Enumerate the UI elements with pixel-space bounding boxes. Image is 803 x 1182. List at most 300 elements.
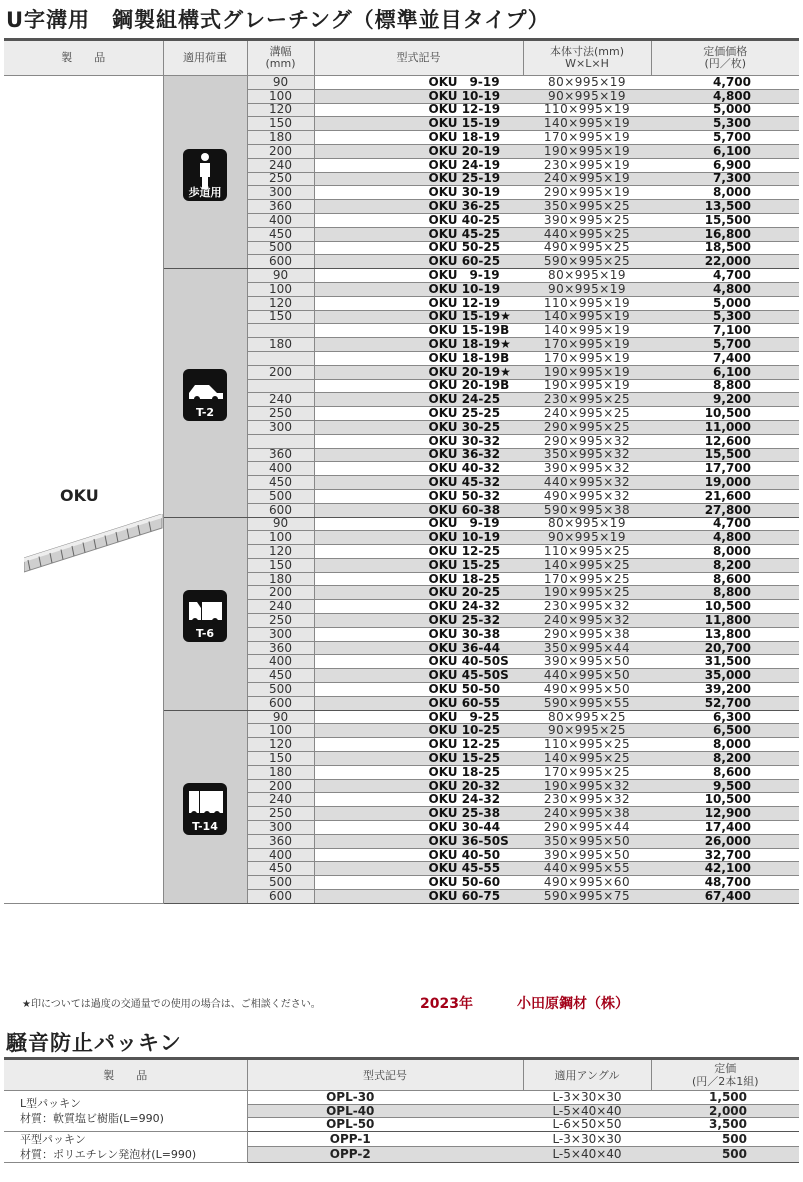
dims-cell: 490×995×25 [523,241,651,255]
dims-cell: 80×995×25 [523,710,651,724]
dims-cell: 240×995×19 [523,172,651,186]
dims-cell: 140×995×25 [523,752,651,766]
dims-cell: 170×995×19 [523,338,651,352]
packing-model: OPL-30 [247,1091,523,1105]
price-cell: 26,000 [651,834,799,848]
width-cell: 90 [247,269,314,283]
packing-header-price [651,1060,799,1091]
table-header [4,41,799,76]
price-cell: 15,500 [651,448,799,462]
price-cell: 9,200 [651,393,799,407]
model-cell: OKU 60-38 [314,503,523,517]
price-table [4,41,799,904]
packing-angle: L-3×30×30 [523,1091,651,1105]
model-cell: OKU 30-19 [314,186,523,200]
packing-model: OPL-50 [247,1118,523,1132]
price-cell: 6,900 [651,158,799,172]
dims-cell: 240×995×38 [523,807,651,821]
width-cell: 450 [247,227,314,241]
price-cell: 16,800 [651,227,799,241]
price-cell: 27,800 [651,503,799,517]
dims-cell: 190×995×25 [523,586,651,600]
width-cell: 200 [247,586,314,600]
dims-cell: 350×995×25 [523,200,651,214]
grating-image [24,514,163,590]
load-cell [163,269,247,517]
width-cell [247,434,314,448]
model-cell: OKU 36-32 [314,448,523,462]
width-cell: 500 [247,489,314,503]
packing-name: L型パッキン [20,1096,82,1110]
model-cell: OKU 40-32 [314,462,523,476]
width-cell: 90 [247,517,314,531]
price-cell: 6,100 [651,365,799,379]
width-cell: 100 [247,724,314,738]
dims-cell: 350×995×50 [523,834,651,848]
model-cell: OKU 10-25 [314,724,523,738]
dims-cell: 140×995×19 [523,117,651,131]
dims-cell: 290×995×38 [523,627,651,641]
dims-cell: 490×995×32 [523,489,651,503]
price-cell: 17,700 [651,462,799,476]
model-cell: OKU 50-60 [314,876,523,890]
price-cell: 52,700 [651,696,799,710]
packing-desc [4,1131,247,1162]
company-year: 2023年 [420,996,473,1012]
packing-price: 1,500 [651,1091,799,1105]
header-width-unit: (mm) [265,57,296,70]
model-cell: OKU 15-19★ [314,310,523,324]
model-cell: OKU 45-50S [314,669,523,683]
width-cell: 400 [247,655,314,669]
price-cell: 7,300 [651,172,799,186]
packing-angle: L-5×40×40 [523,1147,651,1163]
dims-cell: 440×995×55 [523,862,651,876]
page-title: U字溝用 鋼製組構式グレーチング（標準並目タイプ） [6,8,550,32]
width-cell: 150 [247,752,314,766]
header-price-label: 定価価格 [703,45,748,58]
width-cell: 120 [247,738,314,752]
model-cell: OKU 60-75 [314,890,523,904]
price-cell: 4,800 [651,531,799,545]
width-cell: 90 [247,76,314,90]
width-cell [247,324,314,338]
header-price-unit: (円／枚) [704,57,747,70]
dims-cell: 80×995×19 [523,76,651,90]
dims-cell: 190×995×19 [523,379,651,393]
width-cell [247,351,314,365]
width-cell: 500 [247,683,314,697]
width-cell: 150 [247,310,314,324]
dims-cell: 390×995×32 [523,462,651,476]
header-width-label: 溝幅 [269,45,292,58]
packing-table [4,1060,799,1163]
width-cell: 200 [247,779,314,793]
price-cell: 13,800 [651,627,799,641]
model-cell: OKU 40-25 [314,213,523,227]
packing-price: 500 [651,1147,799,1163]
price-cell: 31,500 [651,655,799,669]
model-cell: OKU 50-50 [314,683,523,697]
model-cell: OKU 20-19 [314,144,523,158]
width-cell: 250 [247,614,314,628]
price-cell: 6,100 [651,144,799,158]
header-width [247,41,314,76]
price-cell: 42,100 [651,862,799,876]
packing-model: OPP-1 [247,1131,523,1147]
header-dims-label: 本体寸法(mm) [549,45,624,58]
width-cell: 500 [247,876,314,890]
width-cell: 450 [247,476,314,490]
price-cell: 8,000 [651,186,799,200]
width-cell: 360 [247,834,314,848]
dims-cell: 140×995×25 [523,558,651,572]
price-cell: 10,500 [651,600,799,614]
header-model: 型式記号 [314,41,523,76]
header-dims-sub: W×L×H [565,57,609,70]
model-cell: OKU 60-55 [314,696,523,710]
width-cell: 90 [247,710,314,724]
dims-cell: 90×995×25 [523,724,651,738]
width-cell: 180 [247,131,314,145]
width-cell: 180 [247,765,314,779]
price-cell: 21,600 [651,489,799,503]
model-cell: OKU 24-32 [314,793,523,807]
model-cell: OKU 25-19 [314,172,523,186]
width-cell [247,379,314,393]
dims-cell: 230×995×25 [523,393,651,407]
model-cell: OKU 9-25 [314,710,523,724]
width-cell: 300 [247,420,314,434]
width-cell: 100 [247,531,314,545]
packing-row [4,1131,799,1147]
footnote: ★印については過度の交通量での使用の場合は、ご相談ください。 [22,999,321,1010]
model-cell: OKU 24-32 [314,600,523,614]
packing-material: 材質：ポリエチレン発泡材(L=990) [20,1147,197,1161]
model-cell: OKU 12-19 [314,296,523,310]
width-cell: 150 [247,117,314,131]
dims-cell: 170×995×19 [523,351,651,365]
model-cell: OKU 40-50S [314,655,523,669]
width-cell: 600 [247,255,314,269]
width-cell: 500 [247,241,314,255]
price-cell: 15,500 [651,213,799,227]
packing-name: 平型パッキン [20,1132,86,1146]
packing-header [4,1060,799,1091]
load-label: T-6 [195,627,215,641]
model-cell: OKU 30-32 [314,434,523,448]
dims-cell: 140×995×19 [523,324,651,338]
model-cell: OKU 40-50 [314,848,523,862]
price-cell: 11,000 [651,420,799,434]
price-cell: 8,800 [651,379,799,393]
width-cell: 240 [247,393,314,407]
dims-cell: 190×995×19 [523,365,651,379]
width-cell: 600 [247,696,314,710]
width-cell: 250 [247,407,314,421]
price-cell: 67,400 [651,890,799,904]
price-cell: 5,700 [651,338,799,352]
price-cell: 4,700 [651,517,799,531]
packing-row [4,1091,799,1105]
model-cell: OKU 30-25 [314,420,523,434]
dims-cell: 170×995×25 [523,572,651,586]
packing-price: 2,000 [651,1104,799,1118]
dims-cell: 80×995×19 [523,517,651,531]
price-cell: 19,000 [651,476,799,490]
price-cell: 8,000 [651,545,799,559]
width-cell: 400 [247,462,314,476]
model-cell: OKU 45-32 [314,476,523,490]
width-cell: 300 [247,627,314,641]
price-cell: 35,000 [651,669,799,683]
model-cell: OKU 18-19★ [314,338,523,352]
price-cell: 5,000 [651,296,799,310]
model-cell: OKU 30-38 [314,627,523,641]
model-cell: OKU 20-25 [314,586,523,600]
width-cell: 300 [247,821,314,835]
model-cell: OKU 20-19B [314,379,523,393]
model-cell: OKU 12-19 [314,103,523,117]
model-cell: OKU 60-25 [314,255,523,269]
price-cell: 9,500 [651,779,799,793]
model-cell: OKU 45-25 [314,227,523,241]
model-cell: OKU 10-19 [314,282,523,296]
model-cell: OKU 24-19 [314,158,523,172]
packing-model: OPP-2 [247,1147,523,1163]
dims-cell: 80×995×19 [523,269,651,283]
header-load: 適用荷重 [163,41,247,76]
dims-cell: 350×995×44 [523,641,651,655]
price-cell: 48,700 [651,876,799,890]
width-cell: 100 [247,89,314,103]
price-cell: 8,600 [651,572,799,586]
load-label: T-2 [195,406,215,420]
model-cell: OKU 25-25 [314,407,523,421]
dims-cell: 90×995×19 [523,531,651,545]
price-cell: 8,200 [651,752,799,766]
price-cell: 20,700 [651,641,799,655]
dims-cell: 390×995×25 [523,213,651,227]
width-cell: 120 [247,103,314,117]
dims-cell: 90×995×19 [523,282,651,296]
price-cell: 6,500 [651,724,799,738]
load-label: 歩道用 [188,185,222,199]
dims-cell: 240×995×25 [523,407,651,421]
packing-angle: L-5×40×40 [523,1104,651,1118]
price-cell: 4,700 [651,269,799,283]
model-cell: OKU 36-44 [314,641,523,655]
model-cell: OKU 50-25 [314,241,523,255]
model-cell: OKU 25-38 [314,807,523,821]
dims-cell: 390×995×50 [523,848,651,862]
dims-cell: 110×995×25 [523,545,651,559]
width-cell: 240 [247,793,314,807]
header-dims [523,41,651,76]
width-cell: 200 [247,144,314,158]
dims-cell: 230×995×19 [523,158,651,172]
model-cell: OKU 36-50S [314,834,523,848]
width-cell: 200 [247,365,314,379]
dims-cell: 590×995×25 [523,255,651,269]
header-product: 製 品 [4,41,163,76]
packing-price: 500 [651,1131,799,1147]
price-cell: 7,400 [651,351,799,365]
width-cell: 400 [247,848,314,862]
model-cell: OKU 20-19★ [314,365,523,379]
width-cell: 120 [247,296,314,310]
width-cell: 600 [247,890,314,904]
dims-cell: 190×995×19 [523,144,651,158]
packing-header-price-unit: (円／2本1組) [691,1075,759,1088]
width-cell: 450 [247,669,314,683]
width-cell: 300 [247,186,314,200]
dims-cell: 440×995×25 [523,227,651,241]
packing-section-title: 騒音防止パッキン [6,1031,182,1055]
model-cell: OKU 30-44 [314,821,523,835]
width-cell: 400 [247,213,314,227]
price-cell: 18,500 [651,241,799,255]
model-cell: OKU 9-19 [314,76,523,90]
price-cell: 5,300 [651,117,799,131]
model-cell: OKU 15-19 [314,117,523,131]
dims-cell: 590×995×75 [523,890,651,904]
dims-cell: 170×995×25 [523,765,651,779]
model-cell: OKU 25-32 [314,614,523,628]
packing-model: OPL-40 [247,1104,523,1118]
packing-material: 材質：軟質塩ビ樹脂(L=990) [20,1111,164,1125]
width-cell: 450 [247,862,314,876]
price-cell: 5,000 [651,103,799,117]
price-cell: 8,600 [651,765,799,779]
price-cell: 10,500 [651,793,799,807]
model-cell: OKU 9-19 [314,269,523,283]
dims-cell: 190×995×32 [523,779,651,793]
load-cell [163,710,247,903]
price-cell: 32,700 [651,848,799,862]
price-cell: 12,900 [651,807,799,821]
model-cell: OKU 10-19 [314,531,523,545]
price-cell: 22,000 [651,255,799,269]
product-name: OKU [60,486,99,505]
width-cell: 600 [247,503,314,517]
price-cell: 11,800 [651,614,799,628]
company-name: 小田原鋼材（株） [516,996,629,1012]
model-cell: OKU 24-25 [314,393,523,407]
company-line [420,993,629,1013]
table-row [4,76,799,90]
width-cell: 100 [247,282,314,296]
model-cell: OKU 10-19 [314,89,523,103]
width-cell: 240 [247,158,314,172]
model-cell: OKU 45-55 [314,862,523,876]
price-cell: 4,800 [651,282,799,296]
dims-cell: 390×995×50 [523,655,651,669]
dims-cell: 230×995×32 [523,793,651,807]
model-cell: OKU 18-25 [314,572,523,586]
dims-cell: 110×995×19 [523,296,651,310]
dims-cell: 490×995×60 [523,876,651,890]
product-cell [4,76,163,904]
dims-cell: 240×995×32 [523,614,651,628]
packing-angle: L-3×30×30 [523,1131,651,1147]
model-cell: OKU 12-25 [314,738,523,752]
packing-price: 3,500 [651,1118,799,1132]
width-cell: 360 [247,200,314,214]
model-cell: OKU 12-25 [314,545,523,559]
width-cell: 180 [247,338,314,352]
model-cell: OKU 36-25 [314,200,523,214]
price-cell: 10,500 [651,407,799,421]
dims-cell: 110×995×19 [523,103,651,117]
model-cell: OKU 18-19B [314,351,523,365]
load-label: T-14 [192,820,218,834]
width-cell: 360 [247,641,314,655]
price-cell: 39,200 [651,683,799,697]
price-cell: 12,600 [651,434,799,448]
model-cell: OKU 18-25 [314,765,523,779]
model-cell: OKU 20-32 [314,779,523,793]
dims-cell: 90×995×19 [523,89,651,103]
price-cell: 17,400 [651,821,799,835]
price-cell: 5,700 [651,131,799,145]
width-cell: 250 [247,172,314,186]
price-cell: 6,300 [651,710,799,724]
model-cell: OKU 18-19 [314,131,523,145]
packing-header-product: 製 品 [4,1060,247,1091]
dims-cell: 170×995×19 [523,131,651,145]
dims-cell: 230×995×32 [523,600,651,614]
model-cell: OKU 9-19 [314,517,523,531]
dims-cell: 290×995×19 [523,186,651,200]
dims-cell: 350×995×32 [523,448,651,462]
dims-cell: 110×995×25 [523,738,651,752]
width-cell: 360 [247,448,314,462]
model-cell: OKU 15-19B [314,324,523,338]
price-cell: 4,800 [651,89,799,103]
dims-cell: 590×995×38 [523,503,651,517]
width-cell: 180 [247,572,314,586]
dims-cell: 290×995×44 [523,821,651,835]
price-cell: 8,000 [651,738,799,752]
model-cell: OKU 15-25 [314,558,523,572]
dims-cell: 290×995×25 [523,420,651,434]
price-cell: 7,100 [651,324,799,338]
packing-header-angle: 適用アングル [523,1060,651,1091]
packing-header-model: 型式記号 [247,1060,523,1091]
header-price [651,41,799,76]
load-cell [163,517,247,710]
price-cell: 5,300 [651,310,799,324]
dims-cell: 140×995×19 [523,310,651,324]
dims-cell: 490×995×50 [523,683,651,697]
width-cell: 250 [247,807,314,821]
dims-cell: 440×995×50 [523,669,651,683]
dims-cell: 440×995×32 [523,476,651,490]
width-cell: 240 [247,600,314,614]
width-cell: 120 [247,545,314,559]
packing-desc [4,1091,247,1132]
price-cell: 13,500 [651,200,799,214]
dims-cell: 290×995×32 [523,434,651,448]
load-cell [163,76,247,269]
dims-cell: 590×995×55 [523,696,651,710]
packing-angle: L-6×50×50 [523,1118,651,1132]
price-cell: 8,800 [651,586,799,600]
width-cell: 150 [247,558,314,572]
price-cell: 8,200 [651,558,799,572]
model-cell: OKU 15-25 [314,752,523,766]
